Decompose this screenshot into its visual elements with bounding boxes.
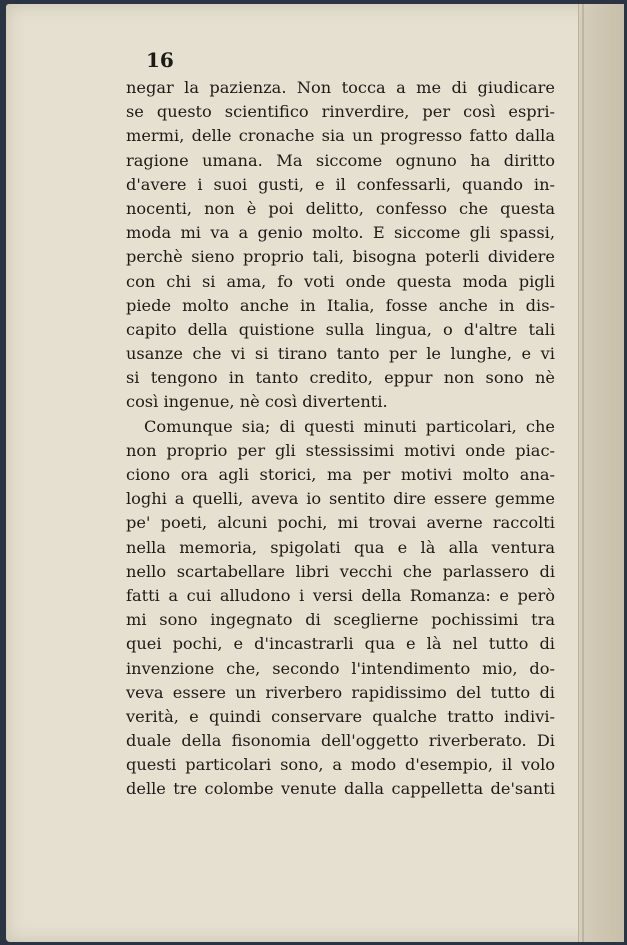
text-line: nocenti, non è poi delitto, confesso che questa bbox=[126, 198, 555, 218]
text-line: verità, e quindi conservare qualche tratto indivi- bbox=[126, 706, 555, 726]
text-line: veva essere un riverbero rapidissimo del tutto di bbox=[126, 682, 555, 702]
text-line: si tengono in tanto credito, eppur non sono nè bbox=[126, 368, 555, 388]
body-text bbox=[126, 76, 555, 802]
text-line: nella memoria, spigolati qua e là alla ventura bbox=[126, 537, 555, 557]
text-line: pe' poeti, alcuni pochi, mi trovai averne raccolti bbox=[126, 513, 555, 533]
text-line: capito della quistione sulla lingua, o d'altre tali bbox=[126, 319, 555, 339]
text-line: perchè sieno proprio tali, bisogna poterli dividere bbox=[126, 247, 555, 267]
text-line: mermi, delle cronache sia un progresso fatto dalla bbox=[126, 126, 555, 146]
text-line: ciono ora agli storici, ma per motivi molto ana- bbox=[126, 465, 555, 484]
paragraph-start-line: Comunque sia; di questi minuti particolari, che bbox=[144, 416, 555, 436]
page-edge-shadow bbox=[582, 4, 584, 942]
page-number: 16 bbox=[146, 48, 174, 72]
text-line: nello scartabellare libri vecchi che parlassero di bbox=[126, 561, 555, 581]
text-line: quei pochi, e d'incastrarli qua e là nel tutto di bbox=[126, 634, 555, 654]
text-line: non proprio per gli stessissimi motivi onde piac- bbox=[126, 440, 555, 460]
text-line: piede molto anche in Italia, fosse anche in dis- bbox=[126, 295, 555, 315]
text-line: mi sono ingegnato di sceglierne pochissimi tra bbox=[126, 610, 555, 630]
text-line: negar la pazienza. Non tocca a me di giudicare bbox=[126, 78, 555, 97]
text-line: ragione umana. Ma siccome ognuno ha diritto bbox=[126, 150, 555, 170]
text-line: invenzione che, secondo l'intendimento mio, do- bbox=[126, 658, 555, 678]
text-line: d'avere i suoi gusti, e il confessarli, quando in- bbox=[126, 174, 555, 194]
text-line: se questo scientifico rinverdire, per così espri- bbox=[126, 102, 555, 122]
text-line: fatti a cui alludono i versi della Romanza: e però bbox=[126, 585, 555, 605]
paragraph-end-line: così ingenue, nè così divertenti. bbox=[126, 392, 388, 412]
text-line: con chi si ama, fo voti onde questa moda pigli bbox=[126, 271, 555, 291]
text-line: usanze che vi si tirano tanto per le lunghe, e vi bbox=[126, 344, 555, 364]
text-line: duale della fisonomia dell'oggetto riverberato. Di bbox=[126, 731, 555, 751]
text-line: loghi a quelli, aveva io sentito dire essere gemme bbox=[126, 489, 555, 509]
page-edge bbox=[578, 4, 624, 942]
text-line: questi particolari sono, a modo d'esempio, il volo bbox=[126, 755, 555, 775]
text-line: moda mi va a genio molto. E siccome gli spassi, bbox=[126, 223, 555, 243]
text-line: delle tre colombe venute dalla cappelletta de'santi bbox=[126, 779, 555, 799]
